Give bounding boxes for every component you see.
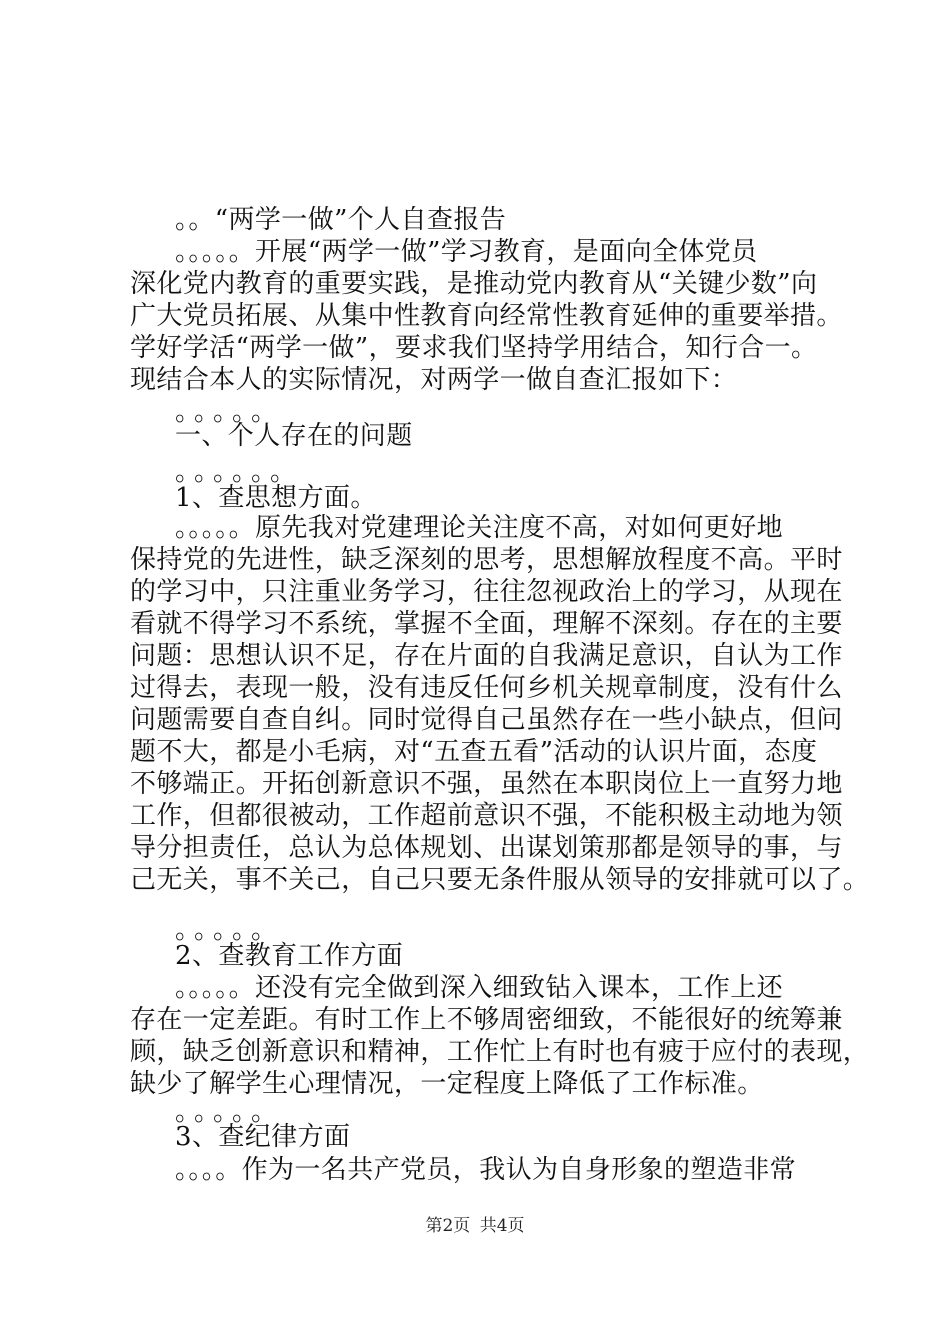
paragraph-line: 的学习中，只注重业务学习，往往忽视政治上的学习，从现在 xyxy=(130,577,843,607)
paragraph-line: 广大党员拓展、从集中性教育向经常性教育延伸的重要举措。 xyxy=(130,301,843,331)
paragraph-line: 导分担责任，总认为总体规划、出谋划策那都是领导的事，与 xyxy=(130,833,843,863)
dot-separator: 。。。。。 xyxy=(175,397,284,427)
subsection-heading: 1、查思想方面。 xyxy=(175,483,377,513)
page-total: 共4页 xyxy=(479,1216,525,1236)
paragraph-line: 顾，缺乏创新意识和精神，工作忙上有时也有疲于应付的表现， xyxy=(130,1037,870,1067)
paragraph-line: 问题：思想认识不足，存在片面的自我满足意识，自认为工作 xyxy=(130,641,843,671)
paragraph-line: 存在一定差距。有时工作上不够周密细致，不能很好的统筹兼 xyxy=(130,1005,843,1035)
paragraph-line: 。。。。。原先我对党建理论关注度不高，对如何更好地 xyxy=(175,513,784,543)
paragraph-line: 保持党的先进性，缺乏深刻的思考，思想解放程度不高。平时 xyxy=(130,545,843,575)
dot-separator: 。。。。。 xyxy=(175,1097,284,1127)
document-title: 。。“两学一做”个人自查报告 xyxy=(175,205,507,235)
paragraph-line: 看就不得学习不系统，掌握不全面，理解不深刻。存在的主要 xyxy=(130,609,843,639)
paragraph-line: 不够端正。开拓创新意识不强，虽然在本职岗位上一直努力地 xyxy=(130,769,843,799)
page-number: 第2页 xyxy=(425,1216,471,1236)
paragraph-line: 工作，但都很被动，工作超前意识不强，不能积极主动地为领 xyxy=(130,801,843,831)
paragraph-line: 。。。。作为一名共产党员，我认为自身形象的塑造非常 xyxy=(175,1155,797,1185)
paragraph-line: 问题需要自查自纠。同时觉得自己虽然存在一些小缺点，但问 xyxy=(130,705,843,735)
paragraph-line: 学好学活“两学一做”，要求我们坚持学用结合，知行合一。 xyxy=(130,333,818,363)
paragraph-line: 。。。。。开展“两学一做”学习教育，是面向全体党员 xyxy=(175,237,758,267)
page-footer xyxy=(0,1215,950,1237)
paragraph-line: 题不大，都是小毛病，对“五查五看”活动的认识片面，态度 xyxy=(130,737,818,767)
paragraph-line: 己无关，事不关己，自己只要无条件服从领导的安排就可以了。 xyxy=(130,865,870,895)
paragraph-line: 过得去，表现一般，没有违反任何乡机关规章制度，没有什么 xyxy=(130,673,843,703)
paragraph-line: 深化党内教育的重要实践，是推动党内教育从“关键少数”向 xyxy=(130,269,818,299)
dot-separator: 。。。。。。 xyxy=(175,457,303,487)
paragraph-line: 。。。。。还没有完全做到深入细致钻入课本，工作上还 xyxy=(175,973,784,1003)
subsection-heading: 2、查教育工作方面 xyxy=(175,941,404,971)
paragraph-line: 缺少了解学生心理情况，一定程度上降低了工作标准。 xyxy=(130,1069,764,1099)
section-heading: 一、个人存在的问题 xyxy=(175,421,413,451)
paragraph-line: 现结合本人的实际情况，对两学一做自查汇报如下： xyxy=(130,365,738,395)
dot-separator: 。。。。。 xyxy=(175,915,284,945)
subsection-heading: 3、查纪律方面 xyxy=(175,1122,351,1152)
